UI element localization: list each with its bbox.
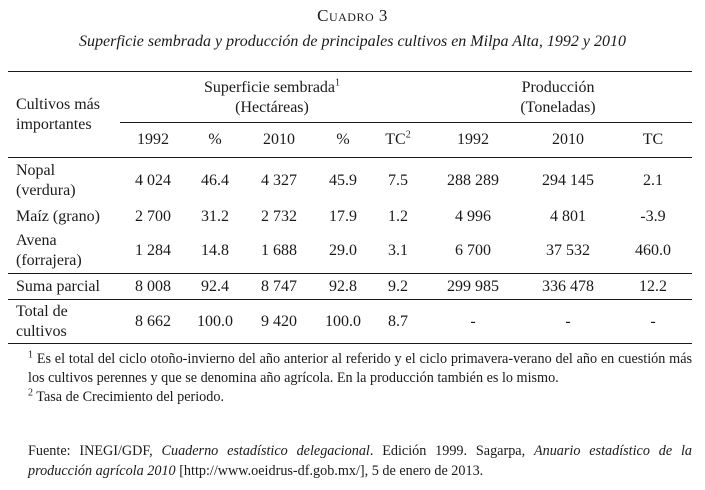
table-row-total: Total de cultivos 8 662 100.0 9 420 100.0 8.7 - - - — [16, 302, 656, 340]
header-superficie: Superficie sembrada$^1$ (Hectáreas) — [120, 72, 424, 123]
subheader-row: 1992 % 2010 % $TC^2$ 1992 2010 TC — [8, 123, 692, 158]
header-produccion: Producción (Toneladas) — [424, 72, 692, 123]
footnote-1: $^1$ Es el total del ciclo otoño-invierno del año anterior al referido y el ciclo primavera-verano del año en cuestión más los cultivos perennes y que se denomina año agrícola. En la producción también es lo mismo. — [28, 349, 693, 386]
table-row: Avena (forrajera) 1 284 14.8 1 688 29.0 3.1 6 700 37 532 460.0 — [16, 232, 671, 270]
table-row: Maíz (grano) 2 700 31.2 2 732 17.9 1.2 4 996 4 801 -3.9 — [16, 207, 666, 225]
footnote-2: $^2$ Tasa de Crecimiento del periodo. — [28, 387, 225, 405]
source-note: Fuente: INEGI/GDF, Cuaderno estadístico delegacional. Edición 1999. Sagarpa, Anuario estadístico de la producción agrícola 2010 [http://www.oeidrus-df.gob.mx/], 5 de enero de 2013. — [28, 443, 692, 479]
footnotes — [28, 350, 692, 407]
table-row: Nopal (verdura) 4 024 46.4 4 327 45.9 7.5 288 289 294 145 2.1 — [16, 161, 663, 199]
table-caption-number: Cuadro 3 — [317, 6, 388, 25]
table-row-subtotal: Suma parcial 8 008 92.4 8 747 92.8 9.2 299 985 336 478 12.2 — [8, 274, 692, 300]
crops-table — [8, 71, 692, 344]
table-caption-title: Superficie sembrada y producción de principales cultivos en Milpa Alta, 1992 y 2010 — [78, 33, 626, 50]
header-cultivos: Cultivos más importantes — [16, 95, 101, 133]
